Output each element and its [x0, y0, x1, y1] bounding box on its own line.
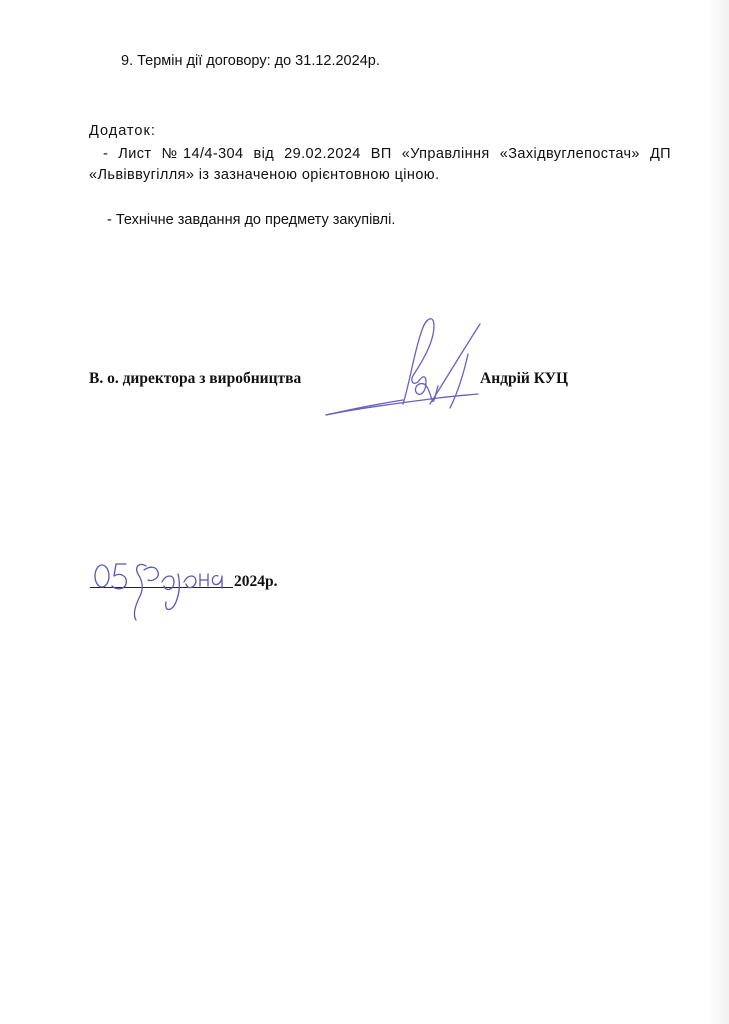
handwritten-date — [88, 552, 240, 624]
signer-position-title: В. о. директора з виробництва — [89, 370, 302, 387]
signer-name: Андрій КУЦ — [480, 370, 569, 387]
annex-title: Додаток: — [89, 123, 156, 139]
handwritten-signature — [318, 312, 498, 424]
annex-item-letter: - Лист №14/4-304 від 29.02.2024 ВП «Управління «Західвуглепостач» ДП «Львіввугілля» із зазначеною орієнтовною ціною. — [89, 146, 671, 183]
contract-term-line: 9. Термін дії договору: до 31.12.2024р. — [121, 53, 380, 69]
date-year: 2024р. — [234, 573, 278, 590]
annex-item-technical-task: - Технічне завдання до предмету закупівлі. — [107, 212, 396, 228]
page-edge-shadow — [708, 0, 729, 1024]
